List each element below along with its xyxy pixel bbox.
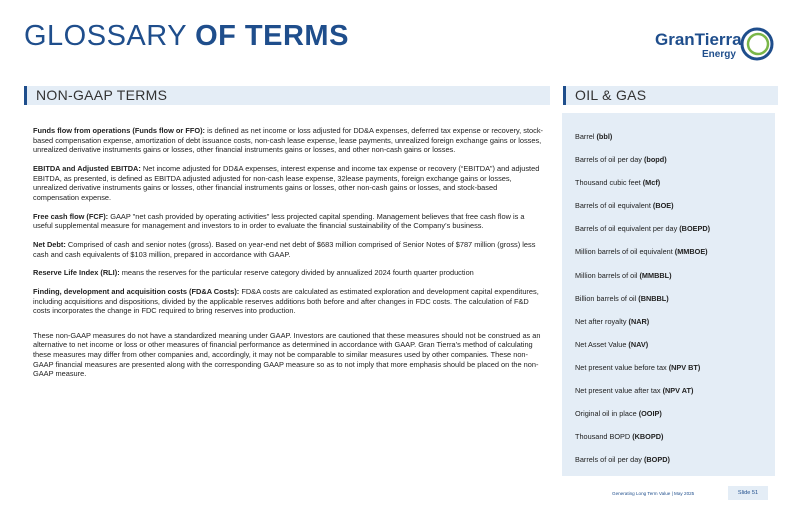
term-name: EBITDA and Adjusted EBITDA: [33, 163, 141, 173]
oil-gas-list [562, 113, 775, 478]
term-name: Funds flow from operations (Funds flow or FFO): [33, 126, 206, 135]
list-item: Net present value after tax (NPV AT) [575, 386, 694, 396]
term-paragraph [33, 212, 543, 231]
list-item: Billion barrels of oil (BNBBL) [575, 293, 669, 303]
term-definition: Net income adjusted for DD&A expenses, interest expense and income tax expense or recovery (“EBITDA”) and adjusted EBITDA, as presented, is defined as EBITDA adjusted adjusted for non-cash lease expense, 32lease payments, foreign exchange gains or losses, unrealized derivative instruments gains or losses, other financial instruments gains or losses, other non-cash gains or losses, and stock-based compensation expense. [33, 163, 540, 202]
disclaimer-paragraph: These non-GAAP measures do not have a standardized meaning under GAAP. Investors are cautioned that these measures should not be construed as an alternative to net income or loss or other measures of financial performance as determined in accordance with GAAP. Gran Tierra’s method of calculating these measures may differ from other companies and, accordingly, it may not be comparable to similar measures used by other companies. These non-GAAP financial measures are presented along with the corresponding GAAP measure so as to not imply that more emphasis should be placed on the non-GAAP measure. [33, 330, 541, 379]
list-item: Barrel (bbl) [575, 132, 613, 141]
section-header-non-gaap: NON-GAAP TERMS [24, 86, 550, 105]
page-title-light: GLOSSARY [24, 20, 196, 52]
company-logo [655, 26, 775, 66]
term-paragraph [33, 126, 543, 155]
list-item: Barrels of oil per day (bopd) [575, 155, 667, 165]
term-name: Reserve Life Index (RLI): [33, 268, 120, 278]
non-gaap-terms-list [33, 126, 543, 388]
list-item: Net Asset Value (NAV) [575, 339, 649, 349]
slide-number-badge: Slide 51 [728, 486, 768, 500]
list-item: Thousand cubic feet (Mcf) [575, 178, 661, 188]
term-paragraph [33, 287, 543, 316]
term-name: Free cash flow (FCF): [33, 211, 109, 221]
page-title [24, 22, 349, 51]
list-item: Net after royalty (NAR) [575, 316, 650, 326]
term-paragraph [33, 268, 543, 278]
term-definition: means the reserves for the particular reserve category divided by annualized 2024 fourth quarter production [119, 268, 474, 278]
term-definition: Comprised of cash and senior notes (gross). Based on year-end net debt of $683 million comprised of Senior Notes of $787 million (gross) less cash and cash equivalents of $103 million, prepared in accordance with GAAP. [33, 239, 536, 259]
list-item: Original oil in place (OOIP) [575, 409, 662, 419]
logo-word-energy: Energy [702, 49, 736, 60]
term-definition: FD&A costs are calculated as estimated exploration and development capital expenditures, including acquisitions and dispositions, divided by the applicable reserves additions both before and after changes in FDC costs. The calculation of F&D costs incorporates the change in FDC required to bring reserves into production. [33, 287, 539, 316]
term-definition: GAAP "net cash provided by operating activities" less projected capital spending. Management believes that free cash flow is a useful supplemental measure for management and investors to in order to evaluate the financial sustainability of the Company’s business. [33, 211, 525, 231]
list-item: Thousand BOPD (KBOPD) [575, 432, 664, 442]
term-name: Finding, development and acquisition costs (FD&A Costs): [33, 287, 240, 297]
term-definition: is defined as net income or loss adjusted for DD&A expenses, deferred tax expense or recovery, stock-based compensation expense, amortization of debt issuance costs, non-cash lease expense, lease payments, unrealized foreign exchange gains or losses, unrealized derivative instruments gains or losses, other financial instruments gains or losses, and other non-cash gains or losses. [33, 126, 543, 155]
logo-word-grantierra: GranTierra [655, 30, 742, 49]
list-item: Net present value before tax (NPV BT) [575, 362, 701, 372]
term-name: Net Debt: [33, 239, 66, 249]
list-item: Million barrels of oil equivalent (MMBOE) [575, 247, 708, 257]
list-item: Barrels of oil equivalent per day (BOEPD) [575, 224, 711, 234]
list-item: Barrels of oil per day (BOPD) [575, 455, 670, 465]
list-item: Barrels of oil equivalent (BOE) [575, 201, 674, 211]
page-title-bold: OF TERMS [195, 20, 349, 52]
term-paragraph [33, 164, 543, 202]
footer-tagline: Generating Long Term Value | May 2025 [612, 491, 695, 496]
list-item: Million barrels of oil (MMBBL) [575, 270, 672, 280]
oil-gas-panel [562, 113, 775, 476]
term-paragraph [33, 240, 543, 259]
logo-rings-icon [739, 26, 775, 62]
section-header-oil-gas: OIL & GAS [563, 86, 778, 105]
